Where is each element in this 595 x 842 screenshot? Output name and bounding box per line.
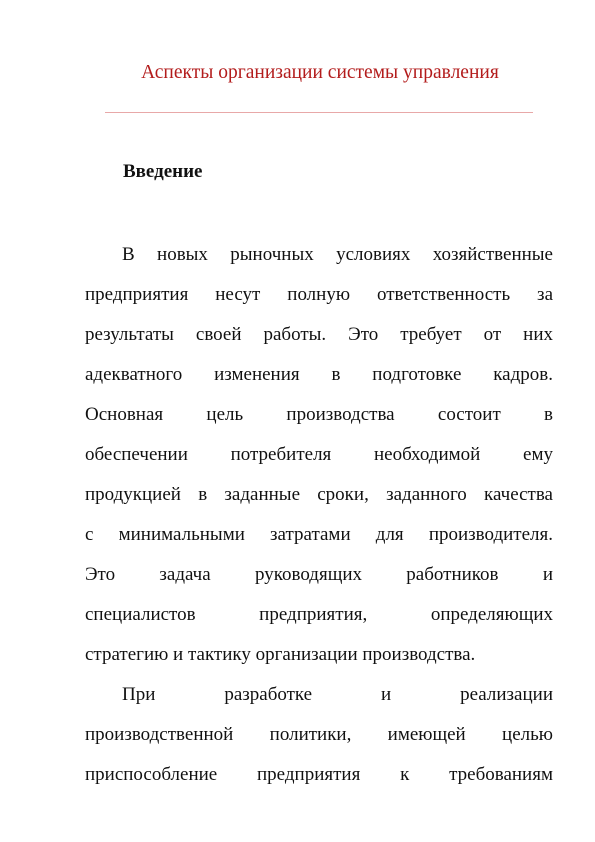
- body-text: [85, 235, 553, 795]
- paragraph-2-line-1: При разработке и реализации: [122, 684, 553, 705]
- paragraph-2-line-2: производственной политики, имеющей целью: [85, 724, 553, 745]
- paragraph-1-line-11: стратегию и тактику организации производства.: [85, 644, 476, 665]
- paragraph-1-line-8: с минимальными затратами для производителя.: [85, 524, 553, 545]
- paragraph-1-line-7: продукцией в заданные сроки, заданного качества: [85, 484, 553, 505]
- paragraph-1-line-4: адекватного изменения в подготовке кадров.: [85, 364, 553, 385]
- paragraph-1-line-10: специалистов предприятия, определяющих: [85, 604, 553, 625]
- paragraph-1-line-9: Это задача руководящих работников и: [85, 564, 553, 585]
- document-title: Аспекты организации системы управления: [141, 62, 499, 83]
- paragraph-1-line-2: предприятия несут полную ответственность за: [85, 284, 553, 305]
- paragraph-1-line-6: обеспечении потребителя необходимой ему: [85, 444, 553, 465]
- section-heading: Введение: [123, 161, 203, 182]
- paragraph-1-line-3: результаты своей работы. Это требует от них: [85, 324, 553, 345]
- paragraph-1-line-5: Основная цель производства состоит в: [85, 404, 553, 425]
- title-divider: [105, 112, 533, 113]
- paragraph-2-line-3: приспособление предприятия к требованиям: [85, 764, 553, 785]
- paragraph-1-line-1: В новых рыночных условиях хозяйственные: [122, 244, 553, 265]
